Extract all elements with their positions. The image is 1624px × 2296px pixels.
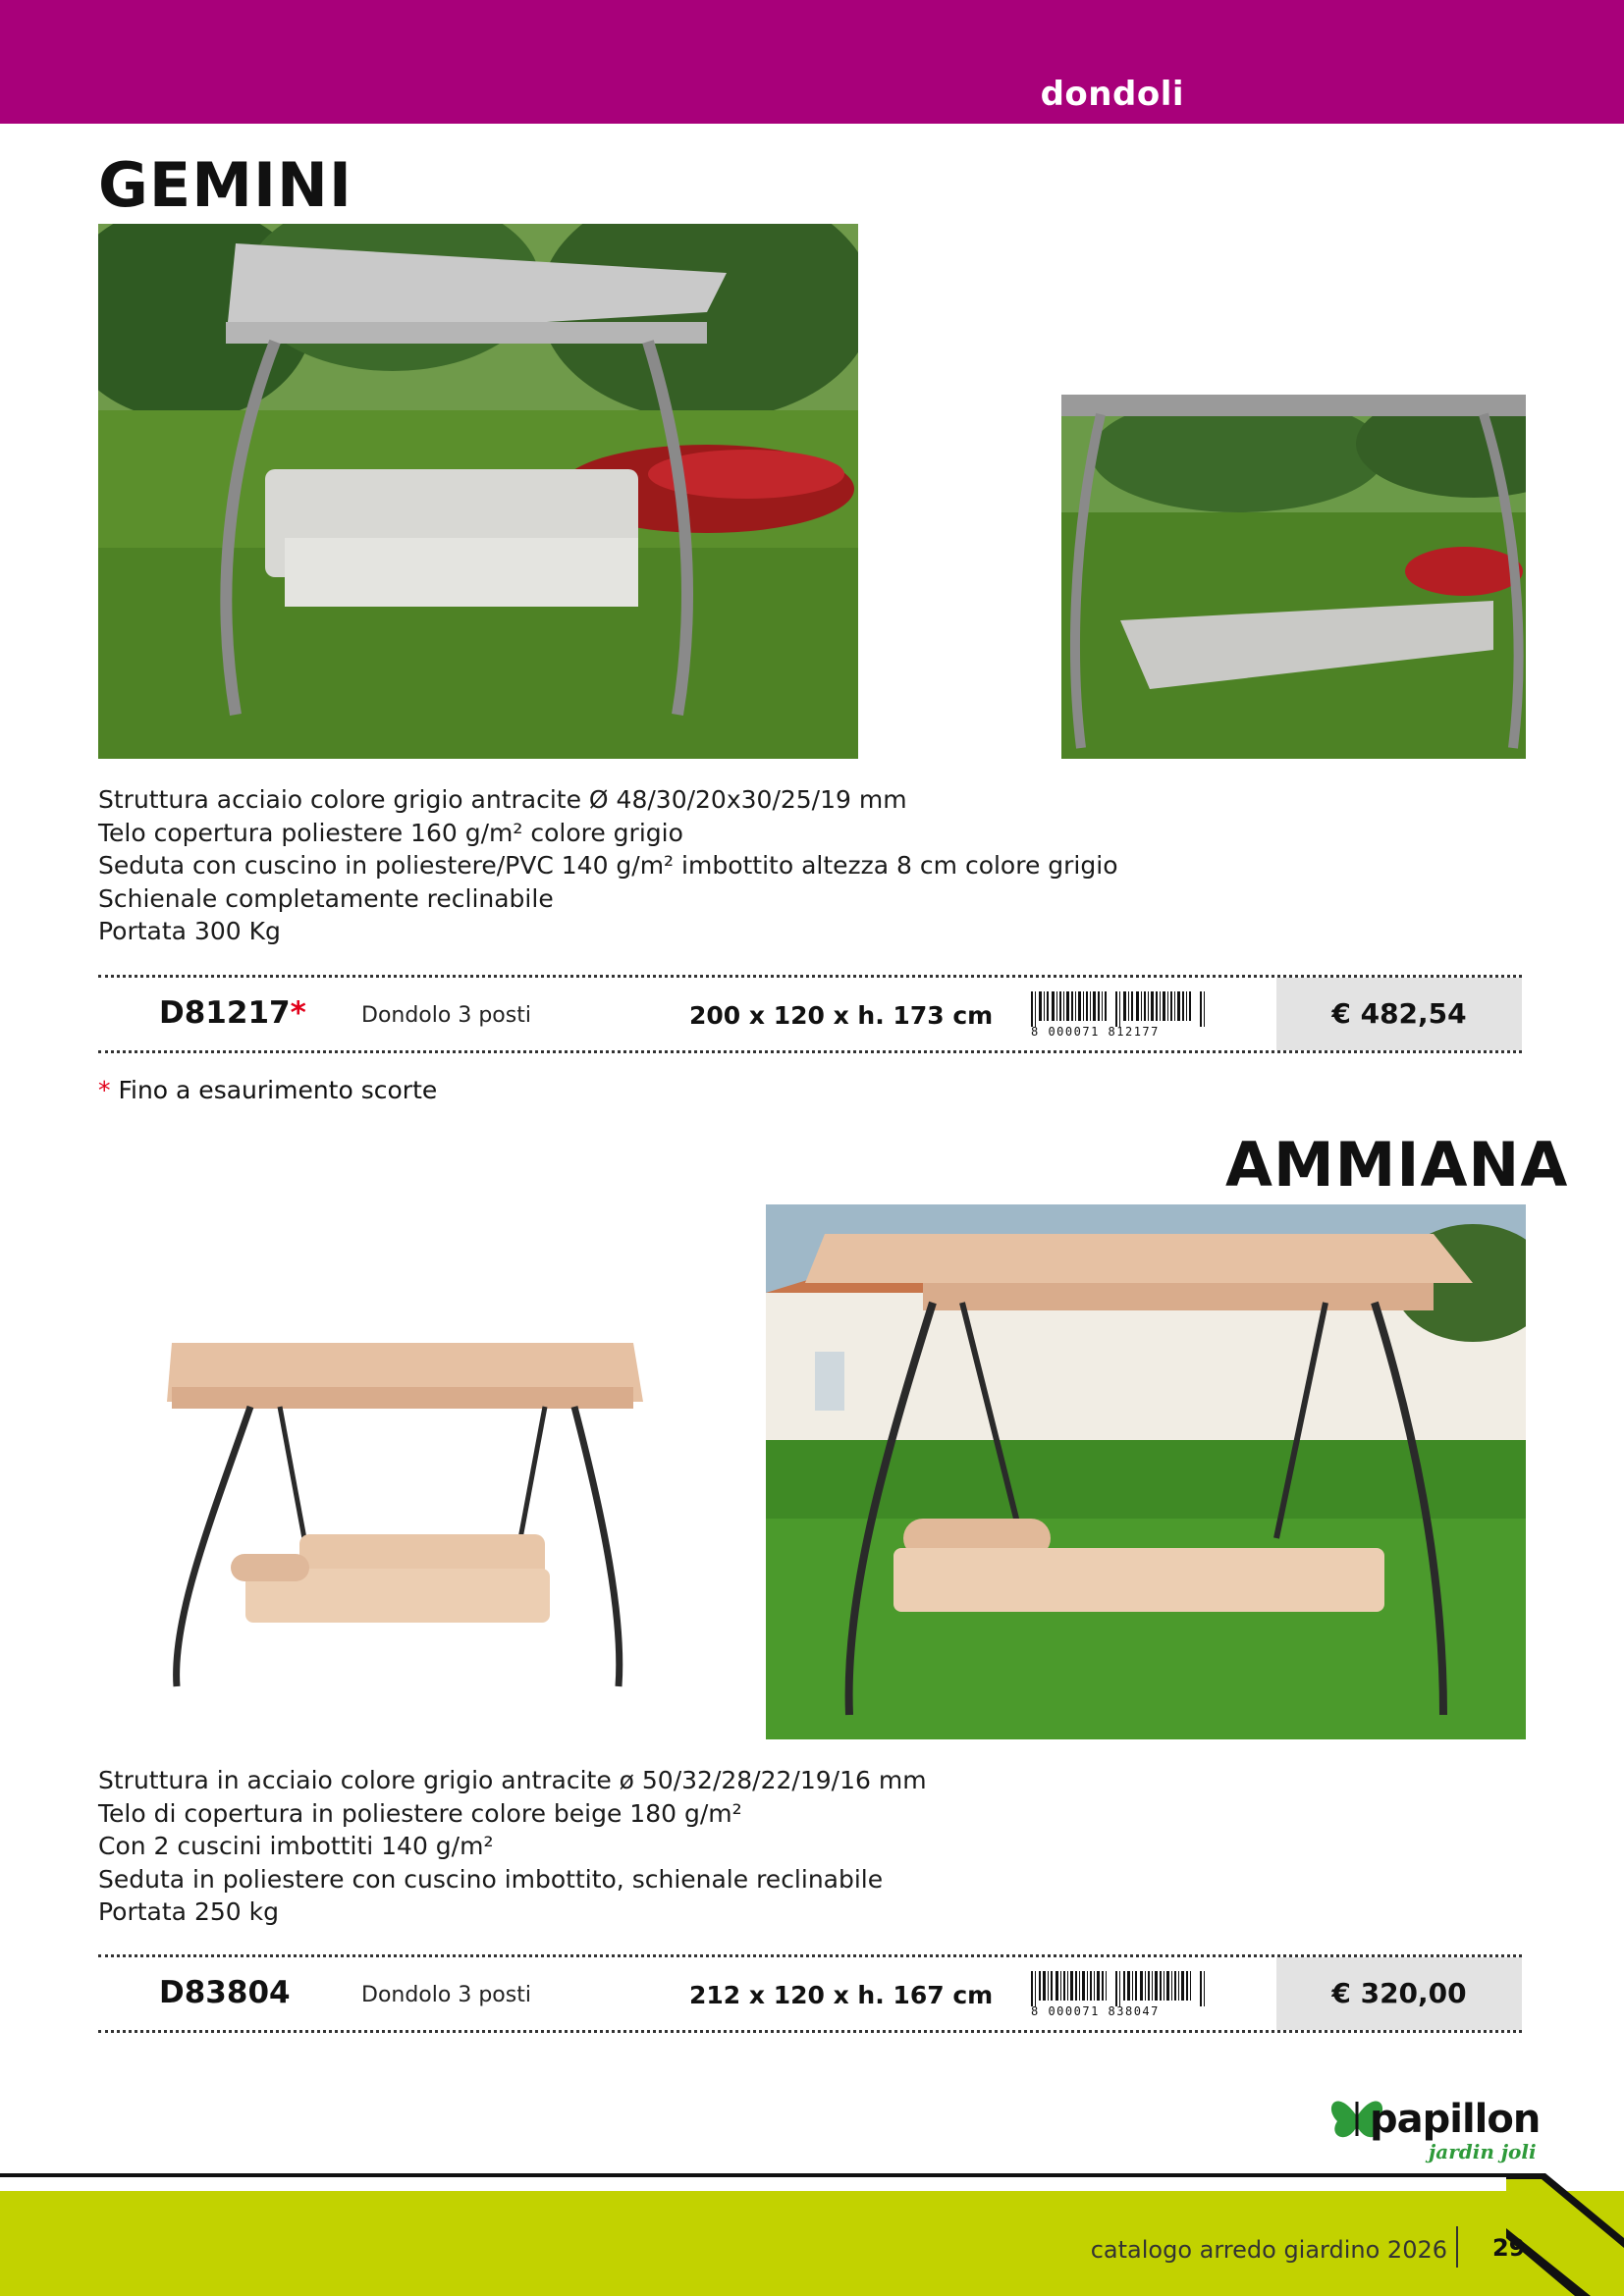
price-cell bbox=[1276, 978, 1522, 1050]
product-description: Dondolo 3 posti bbox=[361, 1003, 531, 1028]
product-code-text: D81217 bbox=[159, 995, 291, 1031]
product-photo-gemini-garden bbox=[98, 224, 858, 759]
spec-line: Con 2 cuscini imbottiti 140 g/m² bbox=[98, 1832, 494, 1860]
footer-rule bbox=[0, 2173, 1532, 2177]
product-dimensions: 212 x 120 x h. 167 cm bbox=[689, 1981, 994, 2009]
product-title-ammiana: AMMIANA bbox=[1225, 1129, 1569, 1201]
product-row-ammiana bbox=[98, 1954, 1522, 2033]
product-specs-ammiana bbox=[98, 1764, 927, 1929]
spec-line: Seduta in poliestere con cuscino imbottito, schienale reclinabile bbox=[98, 1864, 884, 1894]
barcode-number: 8 000071 812177 bbox=[1031, 1025, 1160, 1039]
product-photo-gemini-reclined bbox=[1061, 395, 1526, 759]
product-photo-ammiana-lawn bbox=[766, 1204, 1526, 1739]
category-title: dondoli bbox=[1040, 75, 1184, 114]
product-title-gemini: GEMINI bbox=[98, 149, 352, 221]
spec-line: Struttura in acciaio colore grigio antracite ø 50/32/28/22/19/16 mm bbox=[98, 1766, 927, 1794]
product-description: Dondolo 3 posti bbox=[361, 1983, 531, 2007]
product-dimensions: 200 x 120 x h. 173 cm bbox=[689, 1001, 994, 1030]
catalog-name: catalogo arredo giardino 2026 bbox=[1090, 2236, 1447, 2264]
footer-separator bbox=[1456, 2226, 1458, 2268]
spec-line: Struttura acciaio colore grigio antracite Ø 48/30/20x30/25/19 mm bbox=[98, 785, 907, 814]
product-price: € 482,54 bbox=[1331, 997, 1467, 1030]
product-price: € 320,00 bbox=[1331, 1977, 1467, 2009]
header-bar bbox=[0, 0, 1624, 124]
product-row-gemini bbox=[98, 975, 1522, 1053]
price-cell bbox=[1276, 1957, 1522, 2030]
page-number: 29 bbox=[1492, 2234, 1526, 2262]
spec-line: Telo copertura poliestere 160 g/m² colore grigio bbox=[98, 818, 683, 847]
spec-line: Portata 300 Kg bbox=[98, 917, 281, 945]
note-mark: * bbox=[98, 1076, 111, 1104]
spec-line: Seduta con cuscino in poliestere/PVC 140 g/m² imbottito altezza 8 cm colore grigio bbox=[98, 851, 1118, 880]
brand-tagline: jardin joli bbox=[1429, 2140, 1537, 2163]
product-code bbox=[159, 995, 306, 1031]
spec-line: Telo di copertura in poliestere colore beige 180 g/m² bbox=[98, 1798, 742, 1828]
barcode-number: 8 000071 838047 bbox=[1031, 2004, 1160, 2018]
brand-name: papillon bbox=[1370, 2097, 1541, 2142]
availability-mark: * bbox=[290, 995, 306, 1031]
product-specs-gemini bbox=[98, 783, 1118, 948]
spec-line: Portata 250 kg bbox=[98, 1897, 279, 1926]
note-text: Fino a esaurimento scorte bbox=[110, 1076, 438, 1104]
product-code: D83804 bbox=[159, 1975, 291, 2010]
product-photo-ammiana-cutout bbox=[152, 1323, 673, 1701]
footer-corner-shape bbox=[1506, 2169, 1624, 2296]
spec-line: Schienale completamente reclinabile bbox=[98, 883, 554, 913]
stock-note bbox=[98, 1076, 437, 1104]
